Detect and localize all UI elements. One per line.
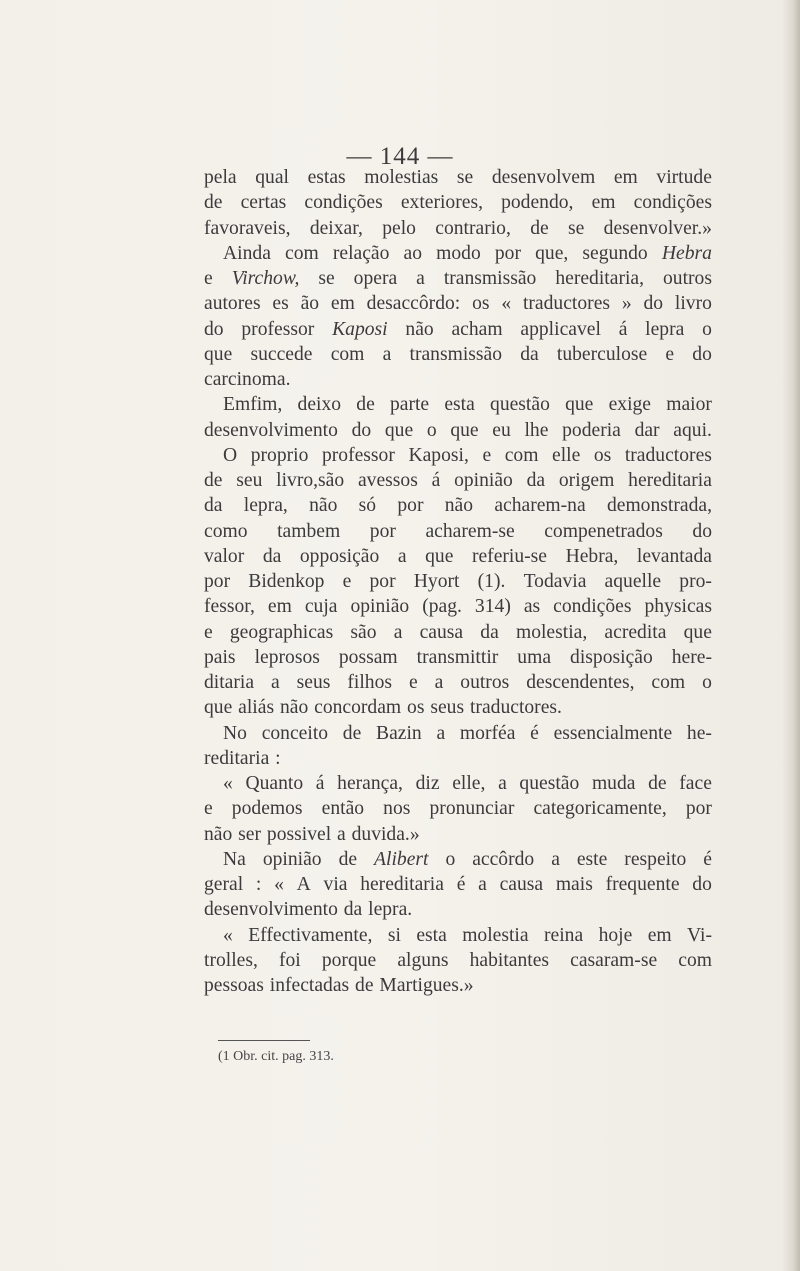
text-line: que succede com a transmissão da tuberculose e do xyxy=(204,343,712,365)
text-line: Ainda com relação ao modo por que, segundo Hebra xyxy=(223,242,712,264)
page-edge-shadow xyxy=(782,0,800,1271)
text-line: trolles, foi porque alguns habitantes casaram-se com xyxy=(204,949,712,971)
text-line: pais leprosos possam transmittir uma disposição here- xyxy=(204,646,712,668)
text-line: do professor Kaposi não acham applicavel á lepra o xyxy=(204,318,712,340)
text-line: que aliás não concordam os seus traductores. xyxy=(204,697,562,719)
text-line: ditaria a seus filhos e a outros descendentes, com o xyxy=(204,672,712,693)
footnote: (1 Obr. cit. pag. 313. xyxy=(218,1049,334,1064)
text-line: pessoas infectadas de Martigues.» xyxy=(204,975,474,996)
text-line: e podemos então nos pronunciar categoricamente, por xyxy=(204,798,712,820)
text-line: Na opinião de Alibert o accôrdo a este respeito é xyxy=(223,848,712,870)
text-line: valor da opposição a que referiu-se Hebra, levantada xyxy=(204,545,712,567)
text-line: « Effectivamente, si esta molestia reina hoje em Vi- xyxy=(223,924,712,946)
text-line: da lepra, não só por não acharem-na demonstrada, xyxy=(204,495,712,517)
text-line: não ser possivel a duvida.» xyxy=(204,823,420,845)
text-line: carcinoma. xyxy=(204,369,291,390)
text-line: O proprio professor Kaposi, e com elle os traductores xyxy=(223,444,712,466)
text-line: desenvolvimento do que o que eu lhe poderia dar aqui. xyxy=(204,419,712,441)
text-line: pela qual estas molestias se desenvolvem em virtude xyxy=(204,167,712,188)
text-line: geral : « A via hereditaria é a causa mais frequente do xyxy=(204,874,712,895)
text-line: desenvolvimento da lepra. xyxy=(204,899,413,921)
text-line: e geographicas são a causa da molestia, acredita que xyxy=(204,621,712,643)
text-line: e Virchow, se opera a transmissão hereditaria, outros xyxy=(204,268,712,289)
text-line: No conceito de Bazin a morféa é essencialmente he- xyxy=(223,722,712,744)
text-line: autores es ão em desaccôrdo: os « traductores » do livro xyxy=(204,293,712,315)
footnote-rule xyxy=(218,1040,310,1041)
page-number: — 144 — xyxy=(346,143,454,170)
text-line: de certas condições exteriores, podendo, em condições xyxy=(204,192,712,214)
text-line: fessor, em cuja opinião (pag. 314) as condições physicas xyxy=(204,596,712,618)
text-line: favoraveis, deixar, pelo contrario, de se desenvolver.» xyxy=(204,217,712,239)
body-text xyxy=(204,165,712,998)
text-line: reditaria : xyxy=(204,747,281,769)
text-line: como tambem por acharem-se compenetrados do xyxy=(204,520,712,542)
text-line: Emfim, deixo de parte esta questão que exige maior xyxy=(223,394,712,416)
text-line: de seu livro,são avessos á opinião da origem hereditaria xyxy=(204,470,712,491)
text-line: por Bidenkop e por Hyort (1). Todavia aquelle pro- xyxy=(204,571,712,592)
text-line: « Quanto á herança, diz elle, a questão muda de face xyxy=(223,773,712,794)
